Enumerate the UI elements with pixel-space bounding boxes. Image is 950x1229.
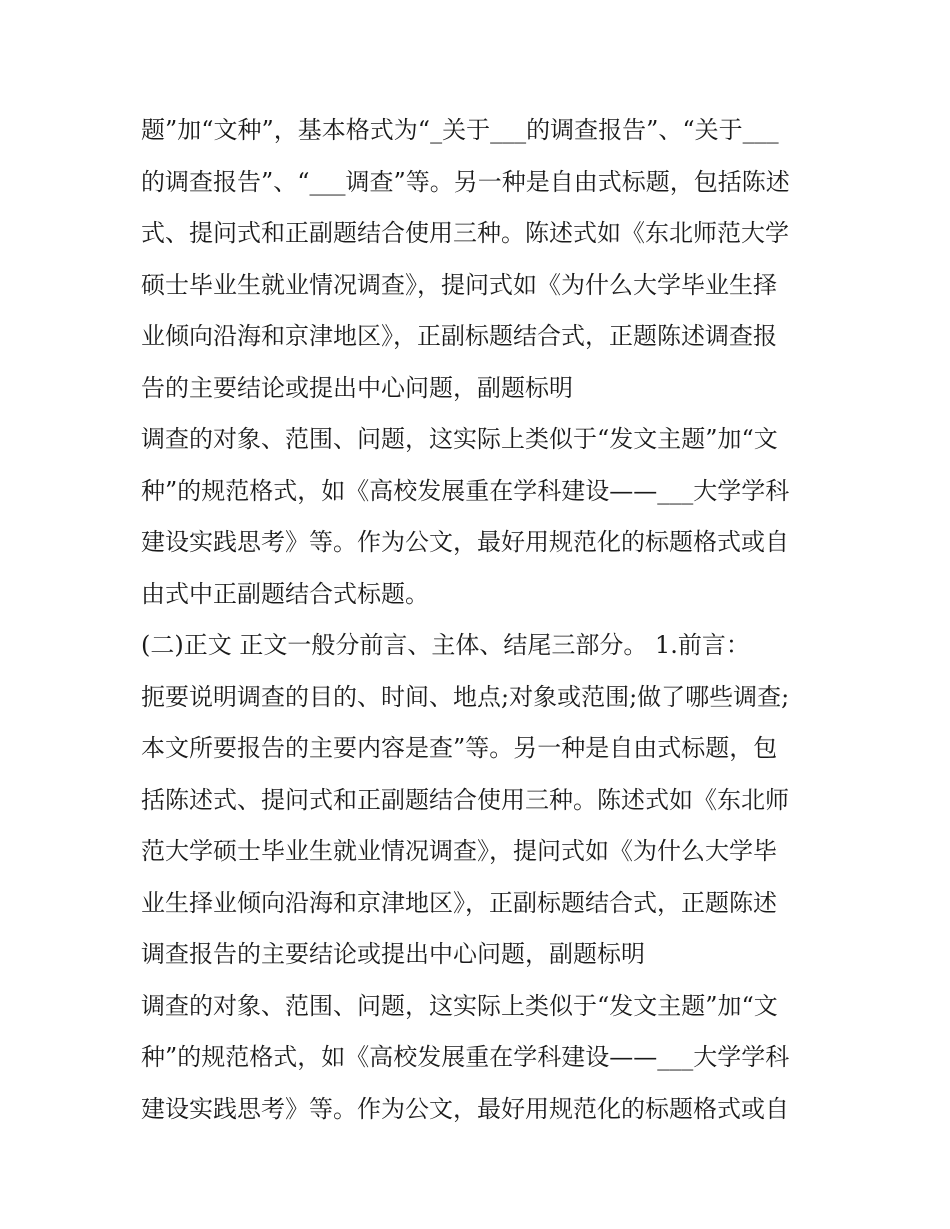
text-line: 硕士毕业生就业情况调查》，提问式如《为什么大学毕业生择	[141, 270, 777, 299]
text-line: 调查的对象、范围、问题，这实际上类似于“发文主题”加“文	[141, 991, 778, 1020]
text-line: 范大学硕士毕业生就业情况调查》，提问式如《为什么大学毕	[141, 837, 777, 865]
text-line: 建设实践思考》等。作为公文，最好用规范化的标题格式或自	[141, 528, 789, 556]
text-line: 告的主要结论或提出中心问题，副题标明	[141, 373, 573, 402]
body-text	[141, 105, 821, 1135]
text-line: 括陈述式、提问式和正副题结合使用三种。陈述式如《东北师	[141, 785, 789, 814]
section-heading-line: (二)正文 正文一般分前言、主体、结尾三部分。 1.前言：	[141, 631, 750, 659]
text-line: 题”加“文种”，基本格式为“_关于___的调查报告”、“关于___	[141, 116, 779, 144]
text-line: 调查报告的主要结论或提出中心问题，副题标明	[141, 940, 645, 968]
text-line: 扼要说明调查的目的、时间、地点;对象或范围;做了哪些调查;	[141, 682, 790, 711]
text-line: 调查的对象、范围、问题，这实际上类似于“发文主题”加“文	[141, 425, 778, 453]
text-line: 式、提问式和正副题结合使用三种。陈述式如《东北师范大学	[141, 219, 789, 247]
text-line: 业倾向沿海和京津地区》，正副标题结合式，正题陈述调查报	[141, 322, 777, 350]
text-line: 业生择业倾向沿海和京津地区》，正副标题结合式，正题陈述	[141, 888, 777, 917]
text-line: 的调查报告”、“___调查”等。另一种是自由式标题，包括陈述	[141, 167, 790, 196]
text-line: 建设实践思考》等。作为公文，最好用规范化的标题格式或自	[141, 1094, 789, 1123]
text-line: 种”的规范格式，如《高校发展重在学科建设——___大学学科	[141, 1043, 790, 1071]
text-line: 种”的规范格式，如《高校发展重在学科建设——___大学学科	[141, 476, 790, 505]
text-line: 由式中正副题结合式标题。	[141, 579, 429, 608]
text-line: 本文所要报告的主要内容是查”等。另一种是自由式标题，包	[141, 734, 778, 762]
